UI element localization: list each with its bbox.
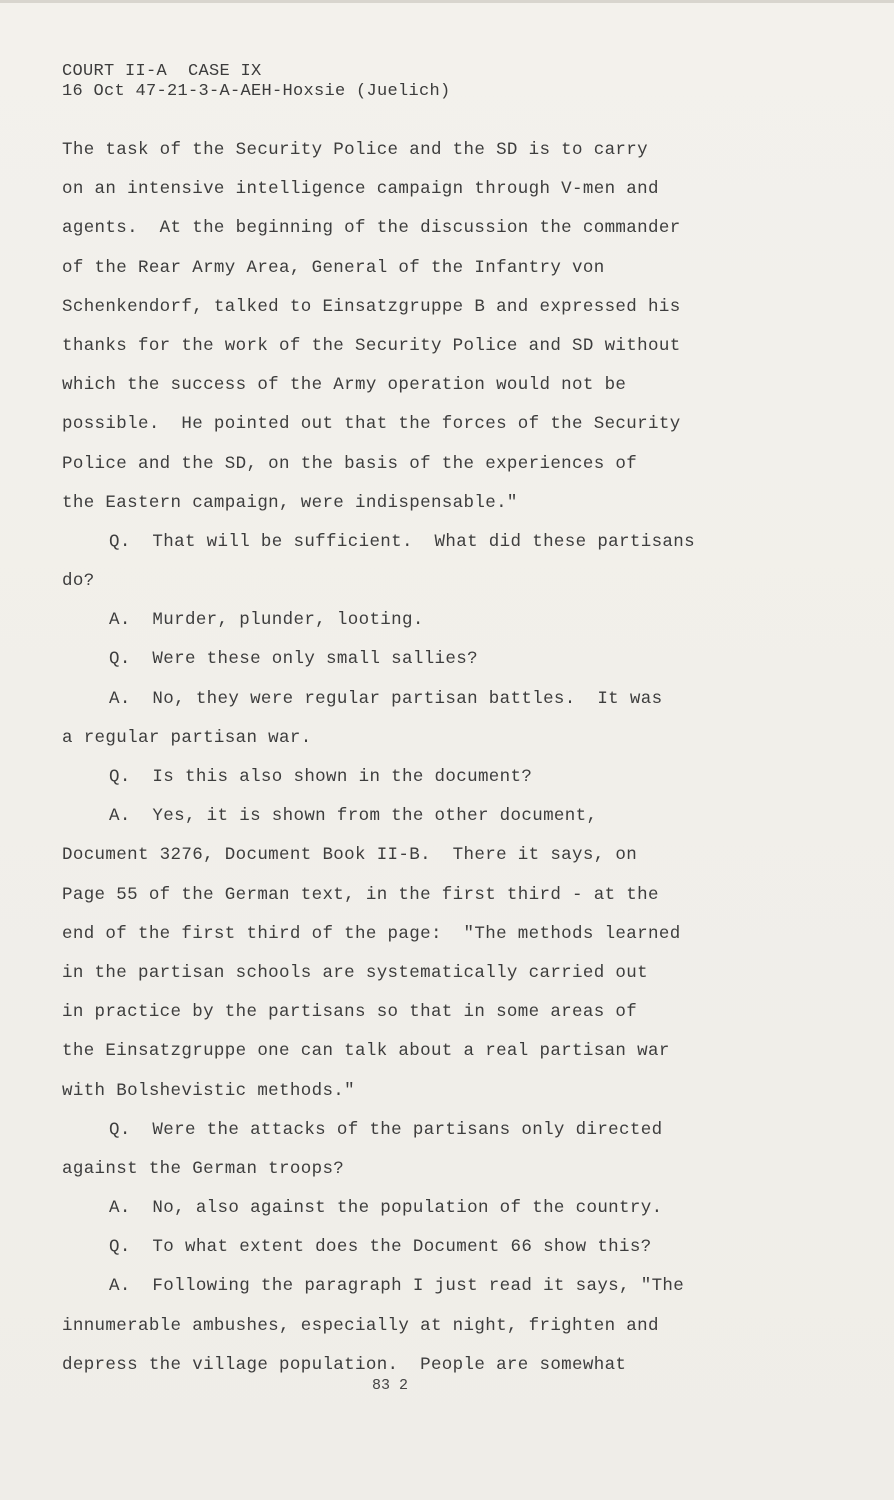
transcript-line: in practice by the partisans so that in some areas of — [62, 1002, 638, 1023]
transcript-line: thanks for the work of the Security Police and SD without — [62, 335, 681, 356]
transcript-line: The task of the Security Police and the SD is to carry — [62, 140, 648, 160]
transcript-line: on an intensive intelligence campaign through V-men and — [62, 179, 659, 200]
transcript-line: in the partisan schools are systematically carried out — [62, 962, 648, 983]
transcript-line: Schenkendorf, talked to Einsatzgruppe B and expressed his — [62, 296, 681, 317]
transcript-line: end of the first third of the page: "The methods learned — [62, 923, 681, 944]
answer-line: A. Yes, it is shown from the other document, — [109, 806, 598, 827]
answer-line: A. No, they were regular partisan battles. It was — [109, 688, 663, 709]
transcript-line: the Eastern campaign, were indispensable." — [62, 492, 518, 513]
transcript-line: the Einsatzgruppe one can talk about a real partisan war — [62, 1041, 670, 1062]
transcript-line: a regular partisan war. — [62, 727, 312, 748]
transcript-line: innumerable ambushes, especially at night, frighten and — [62, 1315, 659, 1336]
page-number: 83 2 — [372, 1377, 409, 1394]
question-line: Q. Were these only small sallies? — [109, 649, 478, 670]
transcript-body — [62, 137, 742, 1391]
transcript-line: with Bolshevistic methods." — [62, 1080, 355, 1101]
transcript-line: Document 3276, Document Book II-B. There it says, on — [62, 845, 638, 866]
transcript-line: Police and the SD, on the basis of the experiences of — [62, 453, 638, 474]
answer-line: A. Murder, plunder, looting. — [109, 610, 424, 631]
question-line: Q. Is this also shown in the document? — [109, 767, 533, 787]
question-line: Q. That will be sufficient. What did these partisans — [109, 531, 695, 552]
document-header — [62, 62, 451, 102]
transcript-line: do? — [62, 571, 95, 592]
transcript-line: of the Rear Army Area, General of the Infantry von — [62, 257, 605, 278]
transcript-line: Page 55 of the German text, in the first third - at the — [62, 884, 659, 905]
header-date-reference: 16 Oct 47-21-3-A-AEH-Hoxsie (Juelich) — [62, 82, 451, 101]
page-edge — [0, 0, 894, 3]
question-line: Q. Were the attacks of the partisans only directed — [109, 1119, 663, 1140]
answer-line: A. No, also against the population of the country. — [109, 1198, 663, 1219]
transcript-line: agents. At the beginning of the discussion the commander — [62, 218, 681, 239]
question-line: Q. To what extent does the Document 66 show this? — [109, 1237, 652, 1258]
answer-line: A. Following the paragraph I just read it says, "The — [109, 1276, 685, 1297]
transcript-line: against the German troops? — [62, 1158, 345, 1179]
transcript-line: possible. He pointed out that the forces of the Security — [62, 414, 681, 435]
header-court-case: COURT II-A CASE IX — [62, 62, 262, 81]
transcript-line: which the success of the Army operation would not be — [62, 375, 627, 396]
transcript-line: depress the village population. People are somewhat — [62, 1354, 627, 1375]
